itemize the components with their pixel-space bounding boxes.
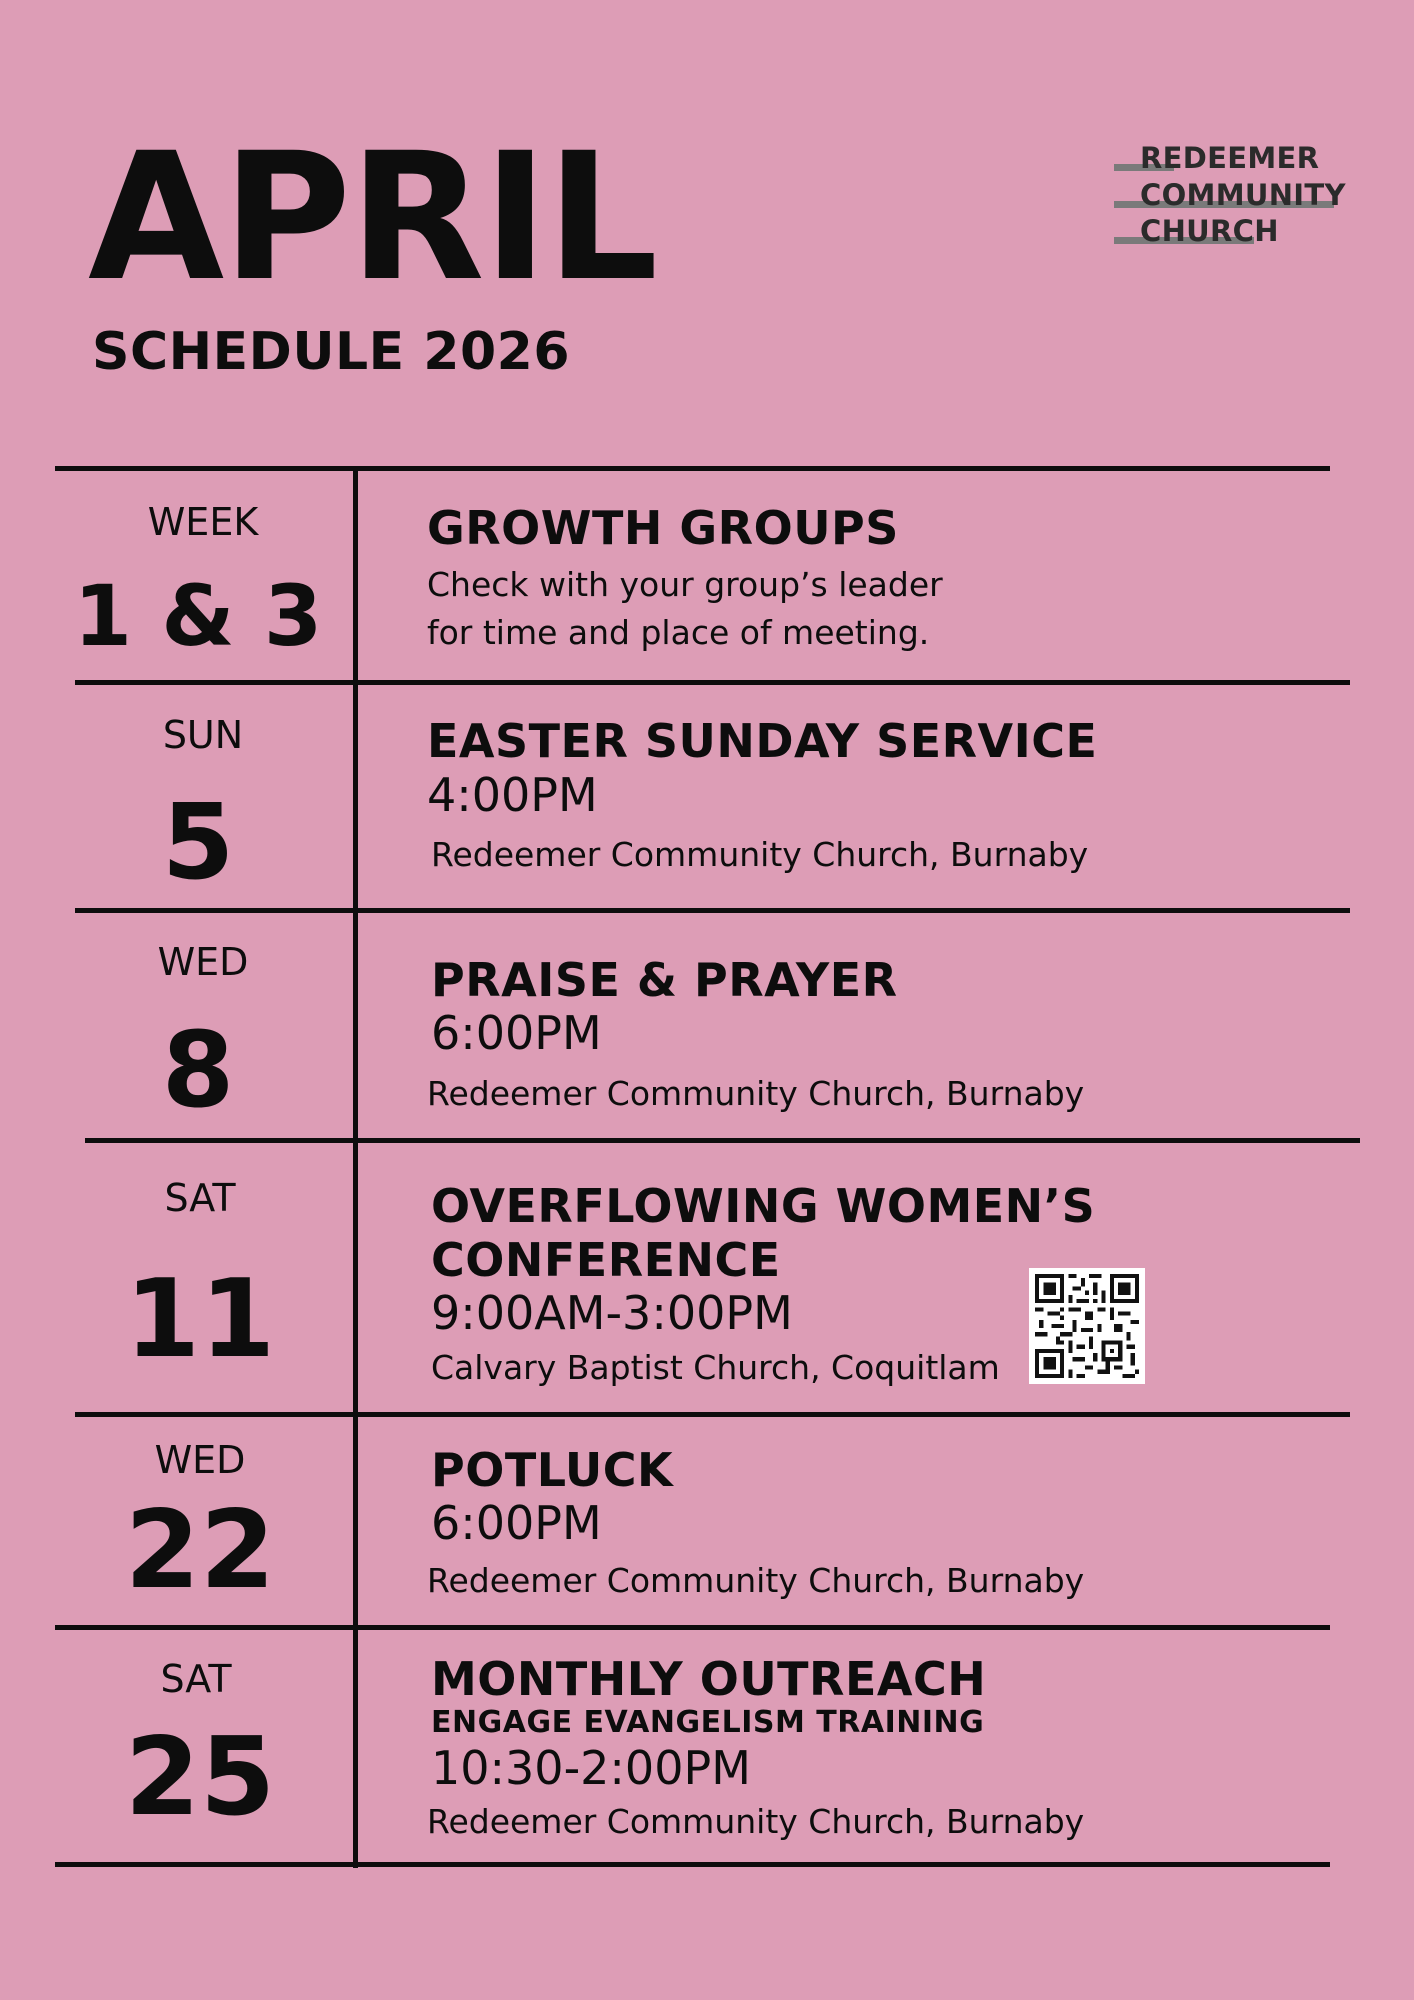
logo-text-line1: REDEEMER	[1140, 141, 1320, 175]
event-subtitle: ENGAGE EVANGELISM TRAINING	[431, 1705, 985, 1740]
event-time: 9:00AM-3:00PM	[431, 1286, 793, 1340]
event-time: 10:30-2:00PM	[431, 1741, 751, 1795]
day-label: SAT	[164, 1176, 236, 1220]
day-label: SUN	[162, 713, 244, 757]
event-location: Redeemer Community Church, Burnaby	[427, 1802, 1085, 1841]
table-divider	[75, 908, 1350, 913]
table-divider	[55, 466, 1330, 471]
event-title: POTLUCK	[431, 1443, 674, 1497]
column-divider	[353, 468, 358, 1868]
event-description: for time and place of meeting.	[427, 613, 930, 652]
date-number: 22	[124, 1488, 276, 1613]
event-location: Redeemer Community Church, Burnaby	[427, 1561, 1085, 1600]
day-label: WED	[157, 940, 249, 984]
date-number: 25	[124, 1715, 276, 1840]
event-description: Check with your group’s leader	[427, 565, 943, 604]
table-divider	[85, 1138, 1360, 1143]
church-logo	[1114, 140, 1374, 250]
event-time: 6:00PM	[431, 1006, 602, 1060]
event-title: CONFERENCE	[431, 1233, 781, 1287]
qr-code-icon[interactable]	[1029, 1268, 1145, 1384]
day-label: WED	[154, 1438, 246, 1482]
event-title: MONTHLY OUTREACH	[431, 1652, 987, 1706]
date-number: 11	[124, 1257, 276, 1382]
table-divider	[55, 1862, 1330, 1867]
logo-text-line3: CHURCH	[1140, 214, 1279, 248]
event-location: Redeemer Community Church, Burnaby	[427, 1074, 1085, 1113]
table-divider	[55, 1625, 1330, 1630]
event-title: GROWTH GROUPS	[427, 501, 899, 555]
schedule-subtitle: SCHEDULE 2026	[92, 322, 571, 382]
date-number: 5	[161, 781, 235, 903]
qr-code-icon	[1035, 1274, 1139, 1378]
event-title: OVERFLOWING WOMEN’S	[431, 1179, 1096, 1233]
month-title: APRIL	[88, 115, 657, 320]
event-time: 6:00PM	[431, 1496, 602, 1550]
event-location: Redeemer Community Church, Burnaby	[431, 835, 1089, 874]
table-divider	[75, 680, 1350, 685]
event-title: PRAISE & PRAYER	[431, 953, 898, 1007]
event-location: Calvary Baptist Church, Coquitlam	[431, 1348, 1000, 1387]
day-label: SAT	[160, 1657, 232, 1701]
table-divider	[75, 1412, 1350, 1417]
logo-text-line2: COMMUNITY	[1140, 178, 1346, 212]
event-title: EASTER SUNDAY SERVICE	[427, 714, 1098, 768]
date-number: 8	[161, 1009, 235, 1131]
event-time: 4:00PM	[427, 768, 598, 822]
day-label: WEEK	[147, 500, 259, 544]
date-number: 1 & 3	[73, 567, 323, 665]
